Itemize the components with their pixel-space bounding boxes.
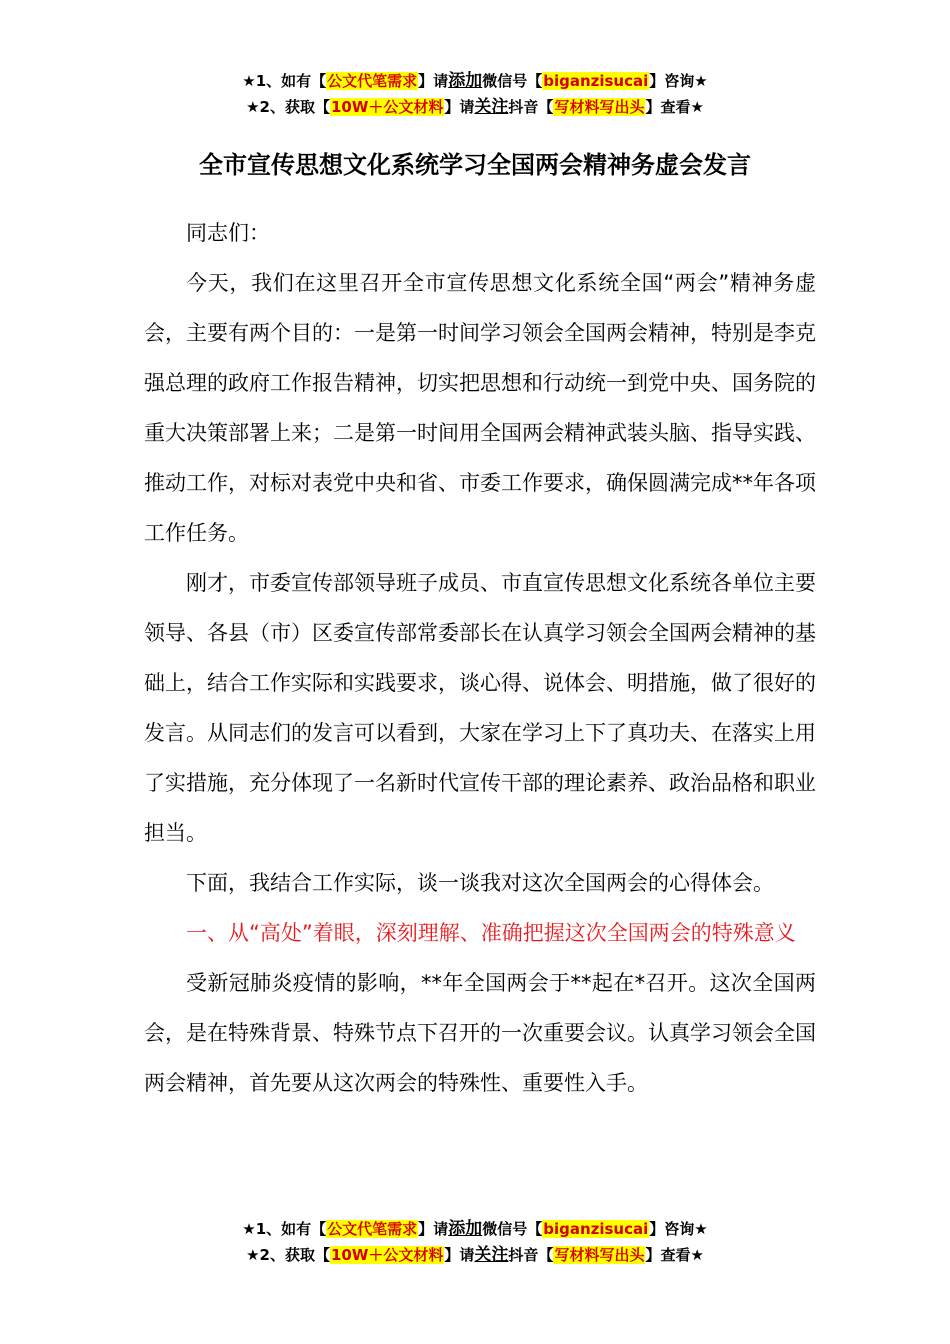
banner-highlight-service: 公文代笔需求 [327,72,418,90]
document-title: 全市宣传思想文化系统学习全国两会精神务虚会发言 [199,151,751,179]
banner-highlight-service: 公文代笔需求 [327,1220,418,1238]
banner-text: 抖音【 [508,1246,554,1264]
banner-emphasis: 关注 [474,97,509,117]
banner-line-1 [0,68,950,94]
paragraph: 下面，我结合工作实际，谈一谈我对这次全国两会的心得体会。 [186,871,774,895]
banner-emphasis: 添加 [448,1219,483,1239]
paragraph-salutation: 同志们： [186,221,270,245]
paragraph: 刚才，市委宣传部领导班子成员、市直宣传思想文化系统各单位主要领导、各县（市）区委宣传部常委部长在认真学习领会全国两会精神的基础上，结合工作实际和实践要求，谈心得、说体会、明措施，做了很好的发言。从同志们的发言可以看到，大家在学习上下了真功夫、在落实上用了实措施，充分体现了一名新时代宣传干部的理论素养、政治品格和职业担当。 [144,571,816,845]
banner-emphasis: 添加 [448,71,483,91]
banner-text: ★2、获取【 [246,98,330,116]
banner-highlight-materials: 10W＋公文材料 [330,1246,444,1264]
banner-text: ★2、获取【 [246,1246,330,1264]
banner-line-2 [0,1242,950,1268]
banner-text: 微信号【 [482,72,543,90]
document-body [144,208,816,1108]
header-banner [0,68,950,120]
paragraph: 受新冠肺炎疫情的影响，**年全国两会于**起在*召开。这次全国两会，是在特殊背景、特殊节点下召开的一次重要会议。认真学习领会全国两会精神，首先要从这次两会的特殊性、重要性入手。 [144,971,816,1095]
banner-text: 微信号【 [482,1220,543,1238]
footer-banner [0,1216,950,1268]
banner-text: 】请 [418,1220,449,1238]
section-heading: 一、从“高处”着眼，深刻理解、准确把握这次全国两会的特殊意义 [186,921,796,945]
banner-text: 】查看★ [645,98,704,116]
banner-text: 】请 [444,98,475,116]
banner-text: ★1、如有【 [242,1220,327,1238]
banner-highlight-wechat-id: biganzisucai [543,72,649,90]
banner-text: 】请 [444,1246,475,1264]
banner-text: 】查看★ [645,1246,704,1264]
banner-highlight-douyin: 写材料写出头 [554,1246,645,1264]
banner-highlight-douyin: 写材料写出头 [554,98,645,116]
paragraph: 今天，我们在这里召开全市宣传思想文化系统全国“两会”精神务虚会，主要有两个目的：一是第一时间学习领会全国两会精神，特别是李克强总理的政府工作报告精神，切实把思想和行动统一到党中央、国务院的重大决策部署上来；二是第一时间用全国两会精神武装头脑、指导实践、推动工作，对标对表党中央和省、市委工作要求，确保圆满完成**年各项工作任务。 [144,271,816,545]
banner-text: ★1、如有【 [242,72,327,90]
banner-line-1 [0,1216,950,1242]
banner-emphasis: 关注 [474,1245,509,1265]
banner-highlight-materials: 10W＋公文材料 [330,98,444,116]
banner-text: 抖音【 [508,98,554,116]
banner-line-2 [0,94,950,120]
banner-text: 】咨询★ [649,72,708,90]
banner-text: 】咨询★ [649,1220,708,1238]
banner-highlight-wechat-id: biganzisucai [543,1220,649,1238]
banner-text: 】请 [418,72,449,90]
